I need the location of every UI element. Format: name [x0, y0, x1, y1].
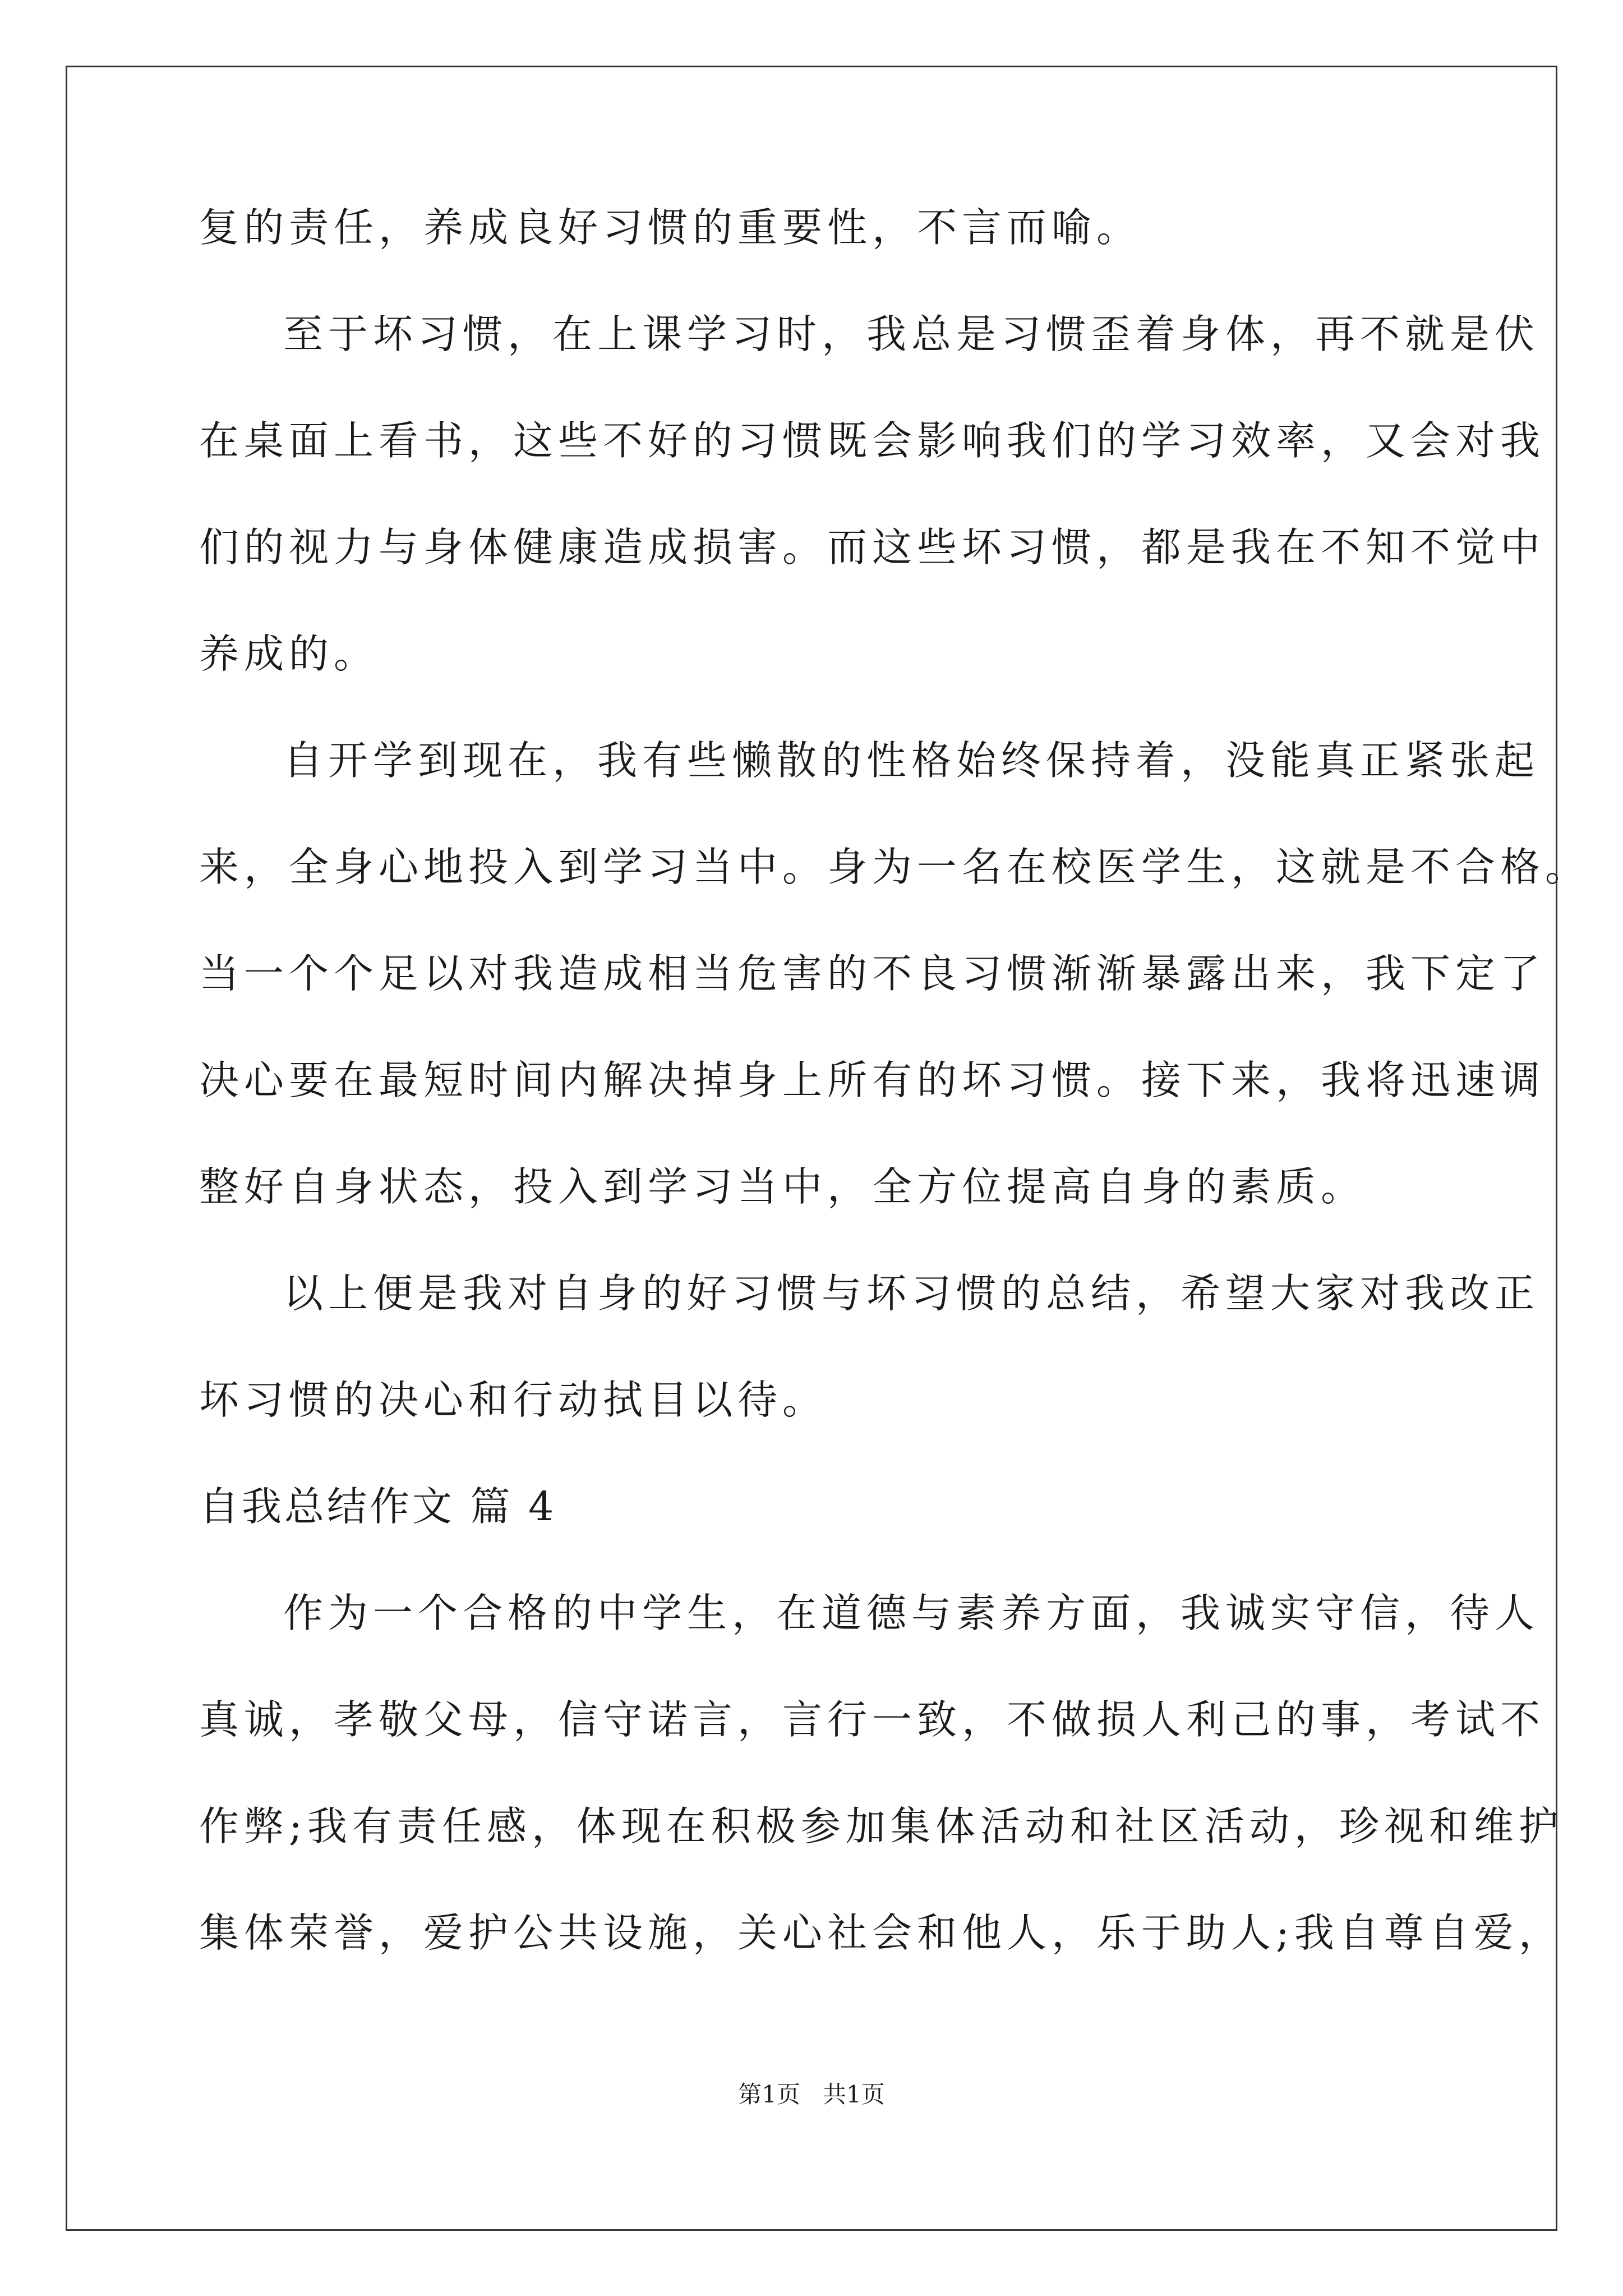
text-line: 集体荣誉，爱护公共设施，关心社会和他人，乐于助人;我自尊自爱， — [199, 1910, 1564, 1956]
page-number-footer: 第1页 共1页 — [738, 2081, 885, 2108]
text-line: 决心要在最短时间内解决掉身上所有的坏习惯。接下来，我将迅速调 — [199, 1057, 1546, 1103]
text-line: 自开学到现在，我有些懒散的性格始终保持着，没能真正紧张起 — [283, 737, 1540, 784]
document-body — [199, 204, 1590, 2019]
section-heading: 自我总结作文 篇 4 — [199, 1483, 557, 1530]
text-line: 来，全身心地投入到学习当中。身为一名在校医学生，这就是不合格。 — [199, 844, 1590, 890]
text-line: 以上便是我对自身的好习惯与坏习惯的总结，希望大家对我改正 — [283, 1270, 1540, 1317]
text-line: 在桌面上看书，这些不好的习惯既会影响我们的学习效率，又会对我 — [199, 417, 1546, 464]
text-line: 作为一个合格的中学生，在道德与素养方面，我诚实守信，待人 — [283, 1590, 1540, 1636]
text-line: 当一个个足以对我造成相当危害的不良习惯渐渐暴露出来，我下定了 — [199, 950, 1546, 997]
text-line: 真诚，孝敬父母，信守诺言，言行一致，不做损人利己的事，考试不 — [199, 1696, 1546, 1743]
text-line: 养成的。 — [199, 631, 379, 677]
text-line: 至于坏习惯，在上课学习时，我总是习惯歪着身体，再不就是伏 — [283, 311, 1540, 357]
text-line: 作弊;我有责任感，体现在积极参加集体活动和社区活动，珍视和维护 — [199, 1803, 1564, 1849]
text-line: 坏习惯的决心和行动拭目以待。 — [199, 1377, 828, 1423]
text-line: 整好自身状态，投入到学习当中，全方位提高自身的素质。 — [199, 1163, 1366, 1210]
text-line: 复的责任，养成良好习惯的重要性，不言而喻。 — [199, 204, 1142, 251]
text-line: 们的视力与身体健康造成损害。而这些坏习惯，都是我在不知不觉中 — [199, 524, 1546, 570]
